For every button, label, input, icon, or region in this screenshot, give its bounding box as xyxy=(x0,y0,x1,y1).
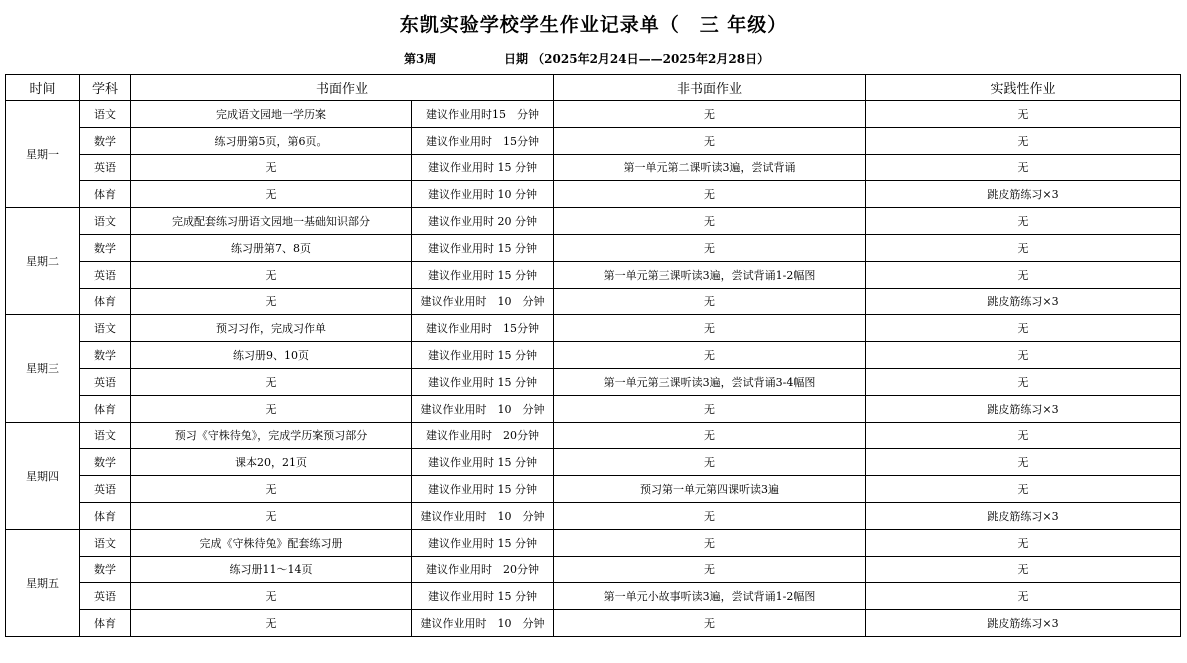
subject-cell: 语文 xyxy=(80,529,131,556)
time-cell: 建议作业用时 15 分钟 xyxy=(412,261,554,288)
written-cell: 预习习作，完成习作单 xyxy=(131,315,412,342)
nonwritten-cell: 无 xyxy=(554,502,866,529)
written-cell: 预习《守株待兔》，完成学历案预习部分 xyxy=(131,422,412,449)
nonwritten-cell: 无 xyxy=(554,449,866,476)
table-row xyxy=(6,556,1181,583)
practice-cell: 无 xyxy=(866,315,1181,342)
subject-cell: 体育 xyxy=(80,181,131,208)
page-title: 东凯实验学校学生作业记录单（ 三 年级） xyxy=(399,14,788,36)
nonwritten-cell: 无 xyxy=(554,395,866,422)
day-cell: 星期二 xyxy=(6,208,80,315)
nonwritten-cell: 无 xyxy=(554,208,866,235)
written-cell: 无 xyxy=(131,610,412,637)
time-cell: 建议作业用时 10 分钟 xyxy=(412,395,554,422)
nonwritten-cell: 无 xyxy=(554,529,866,556)
written-cell: 无 xyxy=(131,583,412,610)
nonwritten-cell: 无 xyxy=(554,610,866,637)
table-row xyxy=(6,127,1181,154)
subject-cell: 英语 xyxy=(80,261,131,288)
subject-cell: 语文 xyxy=(80,101,131,128)
table-row xyxy=(6,395,1181,422)
practice-cell: 无 xyxy=(866,208,1181,235)
table-row xyxy=(6,154,1181,181)
subject-cell: 语文 xyxy=(80,315,131,342)
table-row xyxy=(6,476,1181,503)
subject-cell: 数学 xyxy=(80,556,131,583)
day-cell: 星期三 xyxy=(6,315,80,422)
subject-cell: 数学 xyxy=(80,342,131,369)
written-cell: 课本20，21页 xyxy=(131,449,412,476)
table-row xyxy=(6,422,1181,449)
week-label: 第3周 xyxy=(404,52,437,66)
written-cell: 完成《守株待兔》配套练习册 xyxy=(131,529,412,556)
subject-cell: 英语 xyxy=(80,476,131,503)
nonwritten-cell: 无 xyxy=(554,127,866,154)
header-written: 书面作业 xyxy=(131,75,554,101)
time-cell: 建议作业用时 10 分钟 xyxy=(412,181,554,208)
written-cell: 无 xyxy=(131,395,412,422)
subject-cell: 语文 xyxy=(80,422,131,449)
header-subject: 学科 xyxy=(80,75,131,101)
practice-cell: 无 xyxy=(866,101,1181,128)
subject-cell: 英语 xyxy=(80,583,131,610)
day-cell: 星期五 xyxy=(6,529,80,636)
table-row xyxy=(6,610,1181,637)
written-cell: 无 xyxy=(131,154,412,181)
time-cell: 建议作业用时 15 分钟 xyxy=(412,583,554,610)
nonwritten-cell: 第一单元第三课听读3遍，尝试背诵3-4幅图 xyxy=(554,368,866,395)
subject-cell: 体育 xyxy=(80,502,131,529)
table-row xyxy=(6,181,1181,208)
written-cell: 无 xyxy=(131,502,412,529)
practice-cell: 无 xyxy=(866,556,1181,583)
subject-cell: 数学 xyxy=(80,234,131,261)
time-cell: 建议作业用时 10 分钟 xyxy=(412,502,554,529)
time-cell: 建议作业用时15 分钟 xyxy=(412,101,554,128)
table-row xyxy=(6,368,1181,395)
subject-cell: 英语 xyxy=(80,154,131,181)
nonwritten-cell: 无 xyxy=(554,288,866,315)
written-cell: 练习册第7、8页 xyxy=(131,234,412,261)
time-cell: 建议作业用时 15 分钟 xyxy=(412,234,554,261)
time-cell: 建议作业用时 20分钟 xyxy=(412,556,554,583)
practice-cell: 无 xyxy=(866,127,1181,154)
subject-cell: 语文 xyxy=(80,208,131,235)
practice-cell: 无 xyxy=(866,449,1181,476)
nonwritten-cell: 无 xyxy=(554,101,866,128)
time-cell: 建议作业用时 20分钟 xyxy=(412,422,554,449)
nonwritten-cell: 无 xyxy=(554,315,866,342)
written-cell: 练习册9、10页 xyxy=(131,342,412,369)
time-cell: 建议作业用时 10 分钟 xyxy=(412,288,554,315)
table-row xyxy=(6,288,1181,315)
time-cell: 建议作业用时 20 分钟 xyxy=(412,208,554,235)
subject-cell: 数学 xyxy=(80,127,131,154)
written-cell: 练习册第5页，第6页。 xyxy=(131,127,412,154)
practice-cell: 跳皮筋练习×3 xyxy=(866,610,1181,637)
nonwritten-cell: 无 xyxy=(554,342,866,369)
time-cell: 建议作业用时 15分钟 xyxy=(412,315,554,342)
practice-cell: 无 xyxy=(866,476,1181,503)
practice-cell: 无 xyxy=(866,583,1181,610)
homework-table xyxy=(5,74,1181,637)
practice-cell: 跳皮筋练习×3 xyxy=(866,181,1181,208)
header-time: 时间 xyxy=(6,75,80,101)
time-cell: 建议作业用时 15 分钟 xyxy=(412,154,554,181)
time-cell: 建议作业用时 10 分钟 xyxy=(412,610,554,637)
table-row xyxy=(6,529,1181,556)
subject-cell: 体育 xyxy=(80,395,131,422)
subject-cell: 英语 xyxy=(80,368,131,395)
nonwritten-cell: 无 xyxy=(554,556,866,583)
practice-cell: 无 xyxy=(866,342,1181,369)
table-row xyxy=(6,101,1181,128)
table-row xyxy=(6,502,1181,529)
nonwritten-cell: 第一单元第二课听读3遍，尝试背诵 xyxy=(554,154,866,181)
nonwritten-cell: 无 xyxy=(554,234,866,261)
subject-cell: 体育 xyxy=(80,288,131,315)
practice-cell: 无 xyxy=(866,529,1181,556)
nonwritten-cell: 无 xyxy=(554,422,866,449)
table-row xyxy=(6,234,1181,261)
written-cell: 练习册11～14页 xyxy=(131,556,412,583)
date-range: 日期 （2025年2月24日——2025年2月28日） xyxy=(504,52,770,66)
time-cell: 建议作业用时 15 分钟 xyxy=(412,368,554,395)
header-nonwritten: 非书面作业 xyxy=(554,75,866,101)
time-cell: 建议作业用时 15 分钟 xyxy=(412,529,554,556)
table-row xyxy=(6,208,1181,235)
practice-cell: 无 xyxy=(866,154,1181,181)
practice-cell: 无 xyxy=(866,234,1181,261)
nonwritten-cell: 预习第一单元第四课听读3遍 xyxy=(554,476,866,503)
written-cell: 无 xyxy=(131,261,412,288)
time-cell: 建议作业用时 15分钟 xyxy=(412,127,554,154)
practice-cell: 跳皮筋练习×3 xyxy=(866,288,1181,315)
header-row xyxy=(6,75,1181,101)
written-cell: 完成语文园地一学历案 xyxy=(131,101,412,128)
nonwritten-cell: 无 xyxy=(554,181,866,208)
day-cell: 星期四 xyxy=(6,422,80,529)
practice-cell: 跳皮筋练习×3 xyxy=(866,502,1181,529)
practice-cell: 无 xyxy=(866,422,1181,449)
practice-cell: 无 xyxy=(866,368,1181,395)
time-cell: 建议作业用时 15 分钟 xyxy=(412,476,554,503)
written-cell: 无 xyxy=(131,181,412,208)
written-cell: 完成配套练习册语文园地一基础知识部分 xyxy=(131,208,412,235)
nonwritten-cell: 第一单元第三课听读3遍，尝试背诵1-2幅图 xyxy=(554,261,866,288)
table-row xyxy=(6,315,1181,342)
subject-cell: 数学 xyxy=(80,449,131,476)
table-row xyxy=(6,342,1181,369)
table-row xyxy=(6,449,1181,476)
table-body xyxy=(6,101,1181,637)
practice-cell: 无 xyxy=(866,261,1181,288)
day-cell: 星期一 xyxy=(6,101,80,208)
written-cell: 无 xyxy=(131,368,412,395)
time-cell: 建议作业用时 15 分钟 xyxy=(412,342,554,369)
table-row xyxy=(6,583,1181,610)
practice-cell: 跳皮筋练习×3 xyxy=(866,395,1181,422)
time-cell: 建议作业用时 15 分钟 xyxy=(412,449,554,476)
table-row xyxy=(6,261,1181,288)
written-cell: 无 xyxy=(131,288,412,315)
header-practice: 实践性作业 xyxy=(866,75,1181,101)
nonwritten-cell: 第一单元小故事听读3遍，尝试背诵1-2幅图 xyxy=(554,583,866,610)
written-cell: 无 xyxy=(131,476,412,503)
subject-cell: 体育 xyxy=(80,610,131,637)
